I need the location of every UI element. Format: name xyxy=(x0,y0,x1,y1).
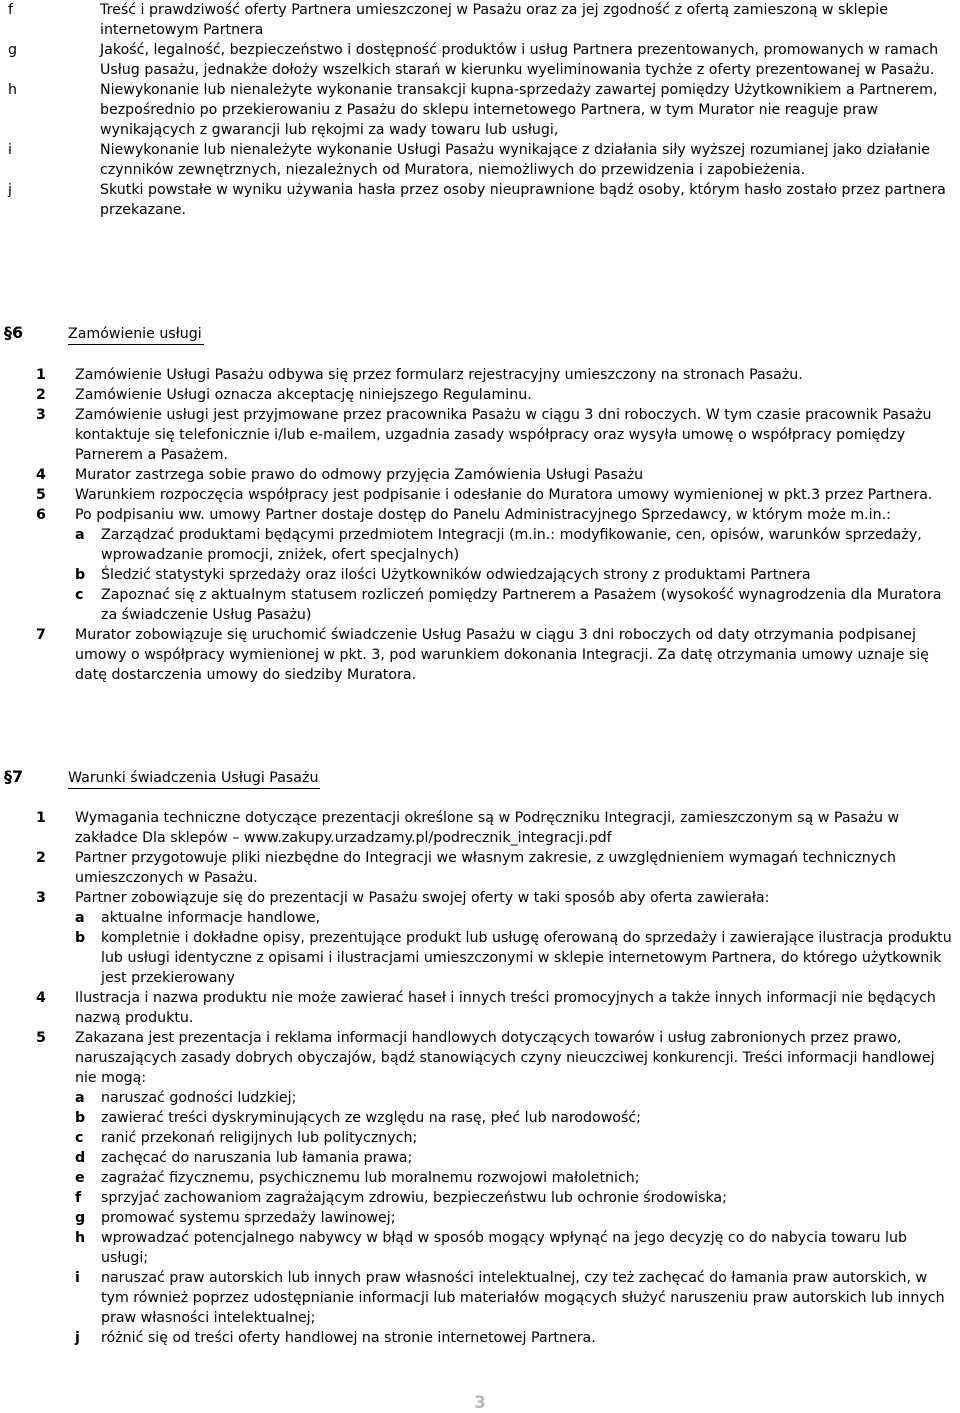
sub-list-item xyxy=(0,585,960,625)
list-marker: 3 xyxy=(36,407,46,423)
list-marker: b xyxy=(75,1110,86,1126)
list-text: Partner przygotowuje pliki niezbędne do Integracji we własnym zakresie, z uwzględnieniem wymagań technicznych umieszczonych w Pasażu. xyxy=(75,850,896,886)
list-text: Po podpisaniu ww. umowy Partner dostaje dostęp do Panelu Administracyjnego Sprzedawcy, w którym może m.in.: xyxy=(75,507,891,523)
list-text: wprowadzać potencjalnego nabywcy w błąd w sposób mogący wpłynąć na jego decyzję co do nabycia towaru lub usługi; xyxy=(101,1230,907,1266)
list-marker: d xyxy=(75,1150,86,1166)
sub-list-item xyxy=(0,1148,960,1168)
section-title: Zamówienie usługi xyxy=(68,324,204,345)
list-text: ranić przekonań religijnych lub politycznych; xyxy=(101,1130,418,1146)
sub-list-item xyxy=(0,1108,960,1128)
list-text: Jakość, legalność, bezpieczeństwo i dostępność produktów i usług Partnera prezentowanych, promowanych w ramach Usług pasażu, jednakże dołoży wszelkich starań w kierunku wyeliminowania tychże z oferty prezentowanej w Pasażu. xyxy=(100,42,939,78)
list-text: naruszać praw autorskich lub innych praw własności intelektualnej, czy też zachęcać do łamania praw autorskich, w tym również poprzez udostępnianie informacji lub materiałów mogących służyć naruszeniu praw autorskich lub innych praw własności intelektualnej; xyxy=(101,1270,945,1326)
sub-list-item xyxy=(0,1268,960,1328)
sub-list-item xyxy=(0,908,960,928)
list-marker: h xyxy=(8,82,17,98)
sub-list-item xyxy=(0,1088,960,1108)
list-text: różnić się od treści oferty handlowej na stronie internetowej Partnera. xyxy=(101,1330,596,1346)
list-marker: 4 xyxy=(36,467,46,483)
list-item xyxy=(0,40,960,80)
sub-list-item xyxy=(0,1168,960,1188)
list-item xyxy=(0,485,960,505)
list-marker: b xyxy=(75,930,86,946)
list-item xyxy=(0,848,960,888)
page-number: 3 xyxy=(474,1393,486,1413)
list-text: Murator zobowiązuje się uruchomić świadczenie Usług Pasażu w ciągu 3 dni roboczych od daty otrzymania podpisanej umowy o współpracy wymienionej w pkt. 3, pod warunkiem dokonania Integracji. Za datę otrzymania umowy uznaje się datę dostarczenia umowy do siedziby Muratora. xyxy=(75,627,929,683)
list-text: sprzyjać zachowaniom zagrażającym zdrowiu, bezpieczeństwu lub ochronie środowiska; xyxy=(101,1190,727,1206)
list-text: zagrażać fizycznemu, psychicznemu lub moralnemu rozwojowi małoletnich; xyxy=(101,1170,640,1186)
section-heading xyxy=(0,767,320,789)
list-item xyxy=(0,140,960,180)
list-marker: g xyxy=(8,42,18,58)
list-text: Skutki powstałe w wyniku używania hasła przez osoby nieuprawnione bądź osoby, którym hasło zostało przez partnera przekazane. xyxy=(100,182,946,218)
section-items xyxy=(0,365,960,685)
list-text: aktualne informacje handlowe, xyxy=(101,910,321,926)
list-item xyxy=(0,625,960,685)
list-marker: 2 xyxy=(36,850,46,866)
list-marker: 5 xyxy=(36,487,46,503)
list-item xyxy=(0,1028,960,1088)
list-item xyxy=(0,505,960,525)
sub-list-item xyxy=(0,1128,960,1148)
list-item xyxy=(0,405,960,465)
list-text: Murator zastrzega sobie prawo do odmowy przyjęcia Zamówienia Usługi Pasażu xyxy=(75,467,644,483)
sub-list-item xyxy=(0,928,960,988)
list-marker: c xyxy=(75,1130,84,1146)
list-text: kompletnie i dokładne opisy, prezentujące produkt lub usługę oferowaną do sprzedaży i zawierające ilustracja produktu lub usługi identyczne z opisami i ilustracjami umieszczonymi w sklepie internetowym Partnera, do którego użytkownik jest przekierowany xyxy=(101,930,952,986)
sub-list-item xyxy=(0,1188,960,1208)
sub-list-item xyxy=(0,1228,960,1268)
sub-list-item xyxy=(0,565,960,585)
list-marker: a xyxy=(75,910,85,926)
list-text: Zamówienie usługi jest przyjmowane przez pracownika Pasażu w ciągu 3 dni roboczych. W tym czasie pracownik Pasażu kontaktuje się telefonicznie i/lub e-mailem, uzgadnia zasady współpracy oraz wysyła umowę o współpracy pomiędzy Parnerem a Pasażem. xyxy=(75,407,932,463)
list-marker: f xyxy=(75,1190,82,1206)
list-text: zawierać treści dyskryminujących ze względu na rasę, płeć lub narodowość; xyxy=(101,1110,641,1126)
list-marker: 4 xyxy=(36,990,46,1006)
list-item xyxy=(0,888,960,908)
liability-exclusions-list xyxy=(0,0,960,220)
list-text: Ilustracja i nazwa produktu nie może zawierać haseł i innych treści promocyjnych a także innych informacji nie będących nazwą produktu. xyxy=(75,990,936,1026)
list-marker: g xyxy=(75,1210,86,1226)
list-marker: 1 xyxy=(36,367,46,383)
list-text: Partner zobowiązuje się do prezentacji w Pasażu swojej oferty w taki sposób aby oferta zawierała: xyxy=(75,890,770,906)
list-marker: i xyxy=(75,1270,80,1286)
list-text: Niewykonanie lub nienależyte wykonanie Usługi Pasażu wynikające z działania siły wyższej rozumianej jako działanie czynników zewnętrznych, niezależnych od Muratora, niemożliwych do przewidzenia i zapobieżenia. xyxy=(100,142,930,178)
list-marker: a xyxy=(75,527,85,543)
section-items xyxy=(0,808,960,1348)
list-text: Zarządzać produktami będącymi przedmiotem Integracji (m.in.: modyfikowanie, cen, opisów, warunków sprzedaży, wprowadzanie promocji, zniżek, ofert specjalnych) xyxy=(101,527,922,563)
list-text: Zakazana jest prezentacja i reklama informacji handlowych dotyczących towarów i usług zabronionych przez prawo, naruszających zasady dobrych obyczajów, bądź stanowiących czyny nieuczciwej konkurencji. Treści informacji handlowej nie mogą: xyxy=(75,1030,935,1086)
list-text: Warunkiem rozpoczęcia współpracy jest podpisanie i odesłanie do Muratora umowy wymienionej w pkt.3 przez Partnera. xyxy=(75,487,933,503)
list-text: Treść i prawdziwość oferty Partnera umieszczonej w Pasażu oraz za jej zgodność z ofertą zamieszoną w sklepie internetowym Partnera xyxy=(100,2,888,38)
list-item xyxy=(0,180,960,220)
section-title: Warunki świadczenia Usługi Pasażu xyxy=(68,768,320,789)
sub-list-item xyxy=(0,1208,960,1228)
list-marker: j xyxy=(75,1330,80,1346)
list-item xyxy=(0,385,960,405)
list-text: Wymagania techniczne dotyczące prezentacji określone są w Podręczniku Integracji, zamieszczonym są w Pasażu w zakładce Dla sklepów – www.zakupy.urzadzamy.pl/podrecznik_integracji.pdf xyxy=(75,810,900,846)
list-marker: a xyxy=(75,1090,85,1106)
list-marker: 5 xyxy=(36,1030,46,1046)
list-marker: h xyxy=(75,1230,86,1246)
list-text: promować systemu sprzedaży lawinowej; xyxy=(101,1210,396,1226)
section-heading xyxy=(0,323,204,345)
list-marker: 1 xyxy=(36,810,46,826)
list-item xyxy=(0,808,960,848)
list-item xyxy=(0,80,960,140)
list-marker: i xyxy=(8,142,12,158)
list-marker: j xyxy=(8,182,12,198)
list-text: Zapoznać się z aktualnym statusem rozliczeń pomiędzy Partnerem a Pasażem (wysokość wynagrodzenia dla Muratora za świadczenie Usług Pasażu) xyxy=(101,587,942,623)
list-marker: 2 xyxy=(36,387,46,403)
list-item xyxy=(0,988,960,1028)
section-number: §6 xyxy=(4,323,24,342)
list-marker: 3 xyxy=(36,890,46,906)
list-text: Niewykonanie lub nienależyte wykonanie transakcji kupna-sprzedaży zawartej pomiędzy Użytkownikiem a Partnerem, bezpośrednio po przekierowaniu z Pasażu do sklepu internetowego Partnera, w tym Murator nie reaguje praw wynikających z gwarancji lub rękojmi za wady towaru lub usługi, xyxy=(100,82,938,138)
list-marker: 6 xyxy=(36,507,46,523)
list-text: Zamówienie Usługi oznacza akceptację niniejszego Regulaminu. xyxy=(75,387,532,403)
list-marker: c xyxy=(75,587,84,603)
sub-list-item xyxy=(0,525,960,565)
section-number: §7 xyxy=(4,767,24,786)
list-item xyxy=(0,465,960,485)
list-marker: b xyxy=(75,567,86,583)
list-item xyxy=(0,365,960,385)
sub-list-item xyxy=(0,1328,960,1348)
list-text: naruszać godności ludzkiej; xyxy=(101,1090,297,1106)
list-marker: 7 xyxy=(36,627,46,643)
list-marker: f xyxy=(8,2,13,18)
list-text: Zamówienie Usługi Pasażu odbywa się przez formularz rejestracyjny umieszczony na stronach Pasażu. xyxy=(75,367,803,383)
list-marker: e xyxy=(75,1170,85,1186)
list-text: Śledzić statystyki sprzedaży oraz ilości Użytkowników odwiedzających strony z produktami Partnera xyxy=(101,567,811,583)
list-item xyxy=(0,0,960,40)
list-text: zachęcać do naruszania lub łamania prawa; xyxy=(101,1150,413,1166)
